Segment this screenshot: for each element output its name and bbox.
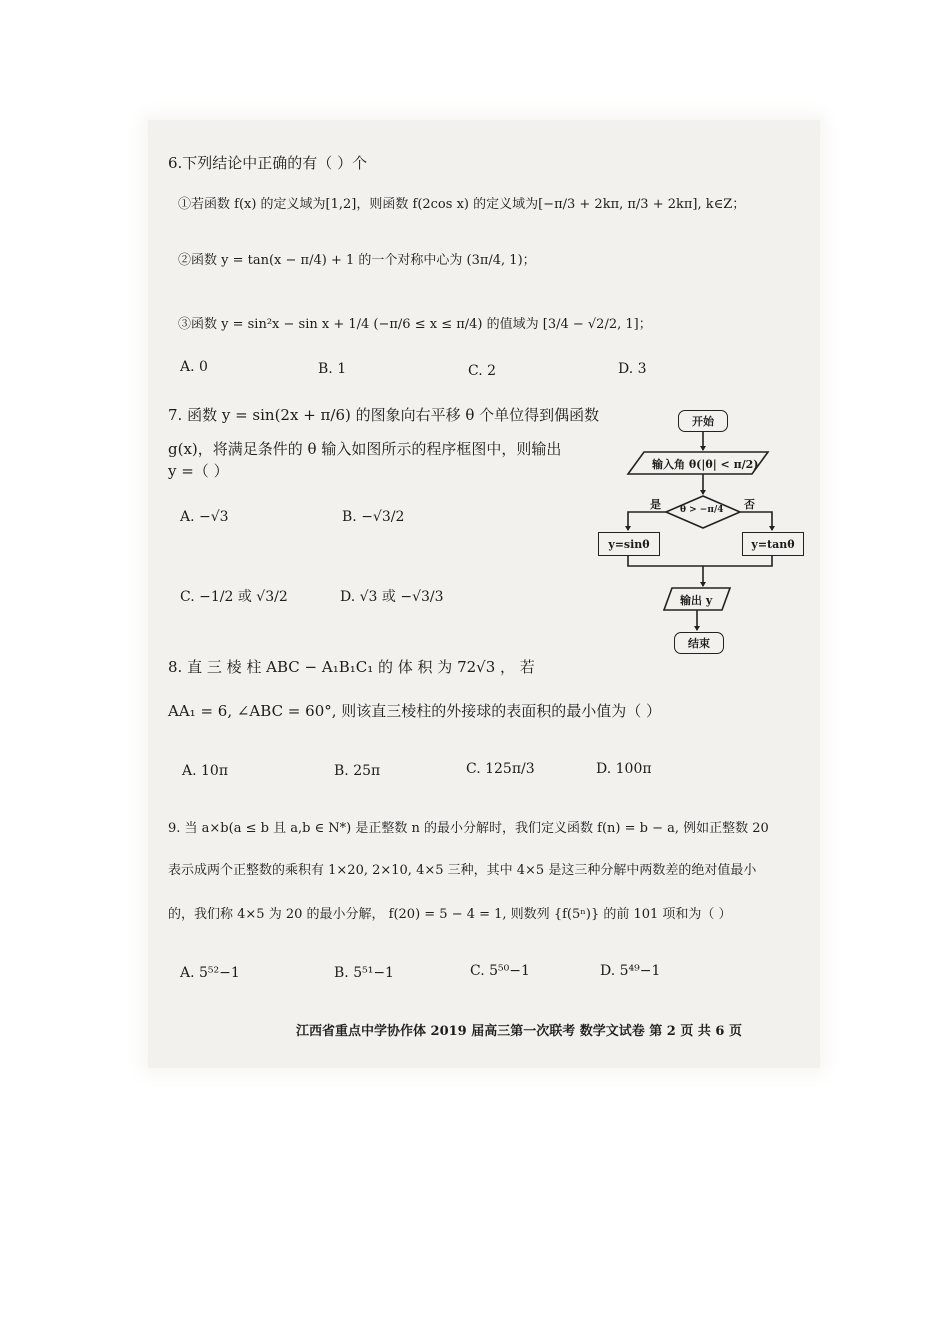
q7-option-b: B. −√3/2 bbox=[342, 509, 405, 525]
q6-statement-2: ②函数 y = tan(x − π/4) + 1 的一个对称中心为 (3π/4, 1)； bbox=[178, 253, 536, 268]
q8-option-a: A. 10π bbox=[182, 763, 229, 779]
q7-option-d: D. √3 或 −√3/3 bbox=[340, 589, 444, 605]
q6-option-b: B. 1 bbox=[318, 361, 347, 377]
q9-option-b: B. 5⁵¹−1 bbox=[334, 965, 394, 981]
q7-option-c: C. −1/2 或 √3/2 bbox=[180, 589, 288, 605]
q9-option-d: D. 5⁴⁹−1 bbox=[600, 963, 661, 979]
q6-option-a: A. 0 bbox=[180, 359, 208, 375]
page-footer: 江西省重点中学协作体 2019 届高三第一次联考 数学文试卷 第 2 页 共 6 页 bbox=[296, 1024, 743, 1039]
q6-stem: 6.下列结论中正确的有（ ）个 bbox=[168, 154, 368, 172]
q6-statement-1: ①若函数 f(x) 的定义域为[1,2]，则函数 f(2cos x) 的定义域为[−π/3 + 2kπ, π/3 + 2kπ], k∈Z； bbox=[178, 197, 746, 212]
q6-statement-3: ③函数 y = sin²x − sin x + 1/4 (−π/6 ≤ x ≤ π/4) 的值域为 [3/4 − √2/2, 1]； bbox=[178, 317, 652, 332]
flowchart-tan-box: y=tanθ bbox=[742, 532, 804, 556]
q8-option-b: B. 25π bbox=[334, 763, 381, 779]
flowchart-yes-label: 是 bbox=[650, 498, 661, 511]
q8-line-1: 8. 直 三 棱 柱 ABC − A₁B₁C₁ 的 体 积 为 72√3 ， 若 bbox=[168, 658, 535, 676]
q7-line-3: y =（ ） bbox=[168, 462, 229, 480]
q6-option-d: D. 3 bbox=[618, 361, 647, 377]
q9-line-2: 表示成两个正整数的乘积有 1×20, 2×10, 4×5 三种，其中 4×5 是这三种分解中两数差的绝对值最小 bbox=[168, 863, 757, 878]
flowchart-no-label: 否 bbox=[744, 498, 755, 511]
flowchart-condition: θ > −π/4 bbox=[680, 505, 724, 515]
q8-line-2: AA₁ = 6, ∠ABC = 60°, 则该直三棱柱的外接球的表面积的最小值为（ ） bbox=[168, 702, 662, 720]
q8-option-c: C. 125π/3 bbox=[466, 761, 535, 777]
q6-option-c: C. 2 bbox=[468, 363, 497, 379]
q8-option-d: D. 100π bbox=[596, 761, 652, 777]
flowchart-end: 结束 bbox=[674, 632, 724, 654]
q7-line-1: 7. 函数 y = sin(2x + π/6) 的图象向右平移 θ 个单位得到偶函数 bbox=[168, 406, 600, 424]
q7-option-a: A. −√3 bbox=[180, 509, 229, 525]
flowchart-input: 输入角 θ(|θ| < π/2) bbox=[652, 458, 759, 471]
q9-option-c: C. 5⁵⁰−1 bbox=[470, 963, 530, 979]
q9-line-3: 的，我们称 4×5 为 20 的最小分解， f(20) = 5 − 4 = 1, 则数列 {f(5ⁿ)} 的前 101 项和为（ ） bbox=[168, 907, 732, 922]
flowchart-output: 输出 y bbox=[680, 594, 713, 607]
q7-line-2: g(x)，将满足条件的 θ 输入如图所示的程序框图中，则输出 bbox=[168, 440, 562, 458]
q9-option-a: A. 5⁵²−1 bbox=[180, 965, 240, 981]
flowchart-sin-box: y=sinθ bbox=[598, 532, 660, 556]
flowchart-start: 开始 bbox=[678, 410, 728, 432]
q9-line-1: 9. 当 a×b(a ≤ b 且 a,b ∈ N*) 是正整数 n 的最小分解时，我们定义函数 f(n) = b − a, 例如正整数 20 bbox=[168, 821, 769, 836]
